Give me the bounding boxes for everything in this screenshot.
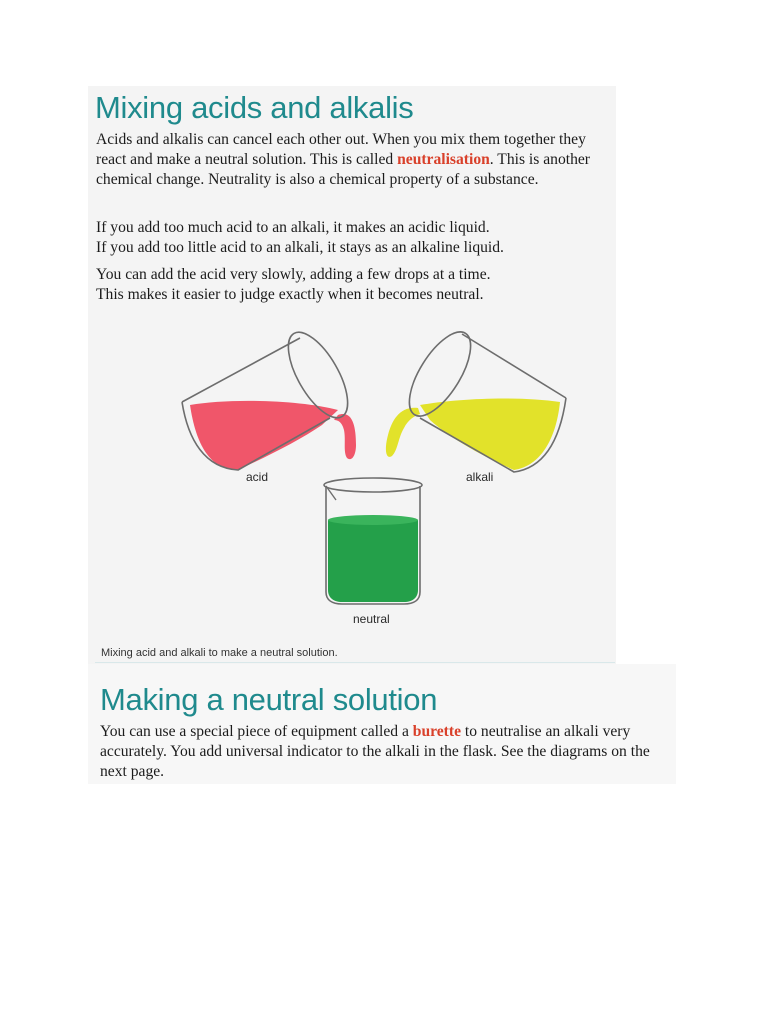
too-little-acid-line: If you add too little acid to an alkali, it stays as an alkaline liquid. — [96, 239, 504, 256]
neutral-liquid — [328, 517, 418, 602]
acid-beaker — [182, 323, 359, 470]
too-much-acid-line: If you add too much acid to an alkali, it makes an acidic liquid. — [96, 219, 490, 236]
burette-text-end: to neutralise an alkali very accurately. You add universal indicator to the alkali in the flask. See the diagrams on the next page. — [100, 723, 650, 780]
section-title-mixing: Mixing acids and alkalis — [95, 90, 414, 125]
acid-amount-paragraph — [96, 218, 616, 258]
neutral-label: neutral — [353, 612, 390, 626]
neutral-beaker-rim — [324, 478, 422, 492]
neutral-beaker — [324, 478, 422, 604]
neutralisation-illustration — [170, 320, 590, 630]
slowly-paragraph — [96, 265, 616, 305]
judge-line: This makes it easier to judge exactly when it becomes neutral. — [96, 286, 484, 303]
section-title-neutral-solution: Making a neutral solution — [100, 682, 438, 717]
caption-divider — [95, 662, 615, 663]
alkali-beaker — [398, 323, 566, 472]
alkali-liquid — [420, 398, 560, 470]
term-neutralisation: neutralisation — [397, 151, 490, 168]
acid-label: acid — [246, 470, 269, 484]
burette-text-start: You can use a special piece of equipment called a — [100, 723, 413, 740]
figure-caption: Mixing acid and alkali to make a neutral solution. — [101, 647, 338, 659]
acid-liquid — [190, 401, 338, 470]
intro-text-start: Acids and alkalis can cancel each other out. When you mix them together they react and make a neutral solution. This is called — [96, 131, 586, 168]
term-burette: burette — [412, 723, 461, 740]
alkali-label: alkali — [466, 470, 494, 484]
intro-text-end: . This is another chemical change. Neutrality is also a chemical property of a substance. — [96, 151, 590, 188]
intro-paragraph — [96, 130, 616, 190]
burette-paragraph — [100, 722, 660, 782]
slowly-line: You can add the acid very slowly, adding a few drops at a time. — [96, 266, 491, 283]
neutral-liquid-surface — [328, 515, 418, 525]
acid-stream — [334, 414, 356, 459]
